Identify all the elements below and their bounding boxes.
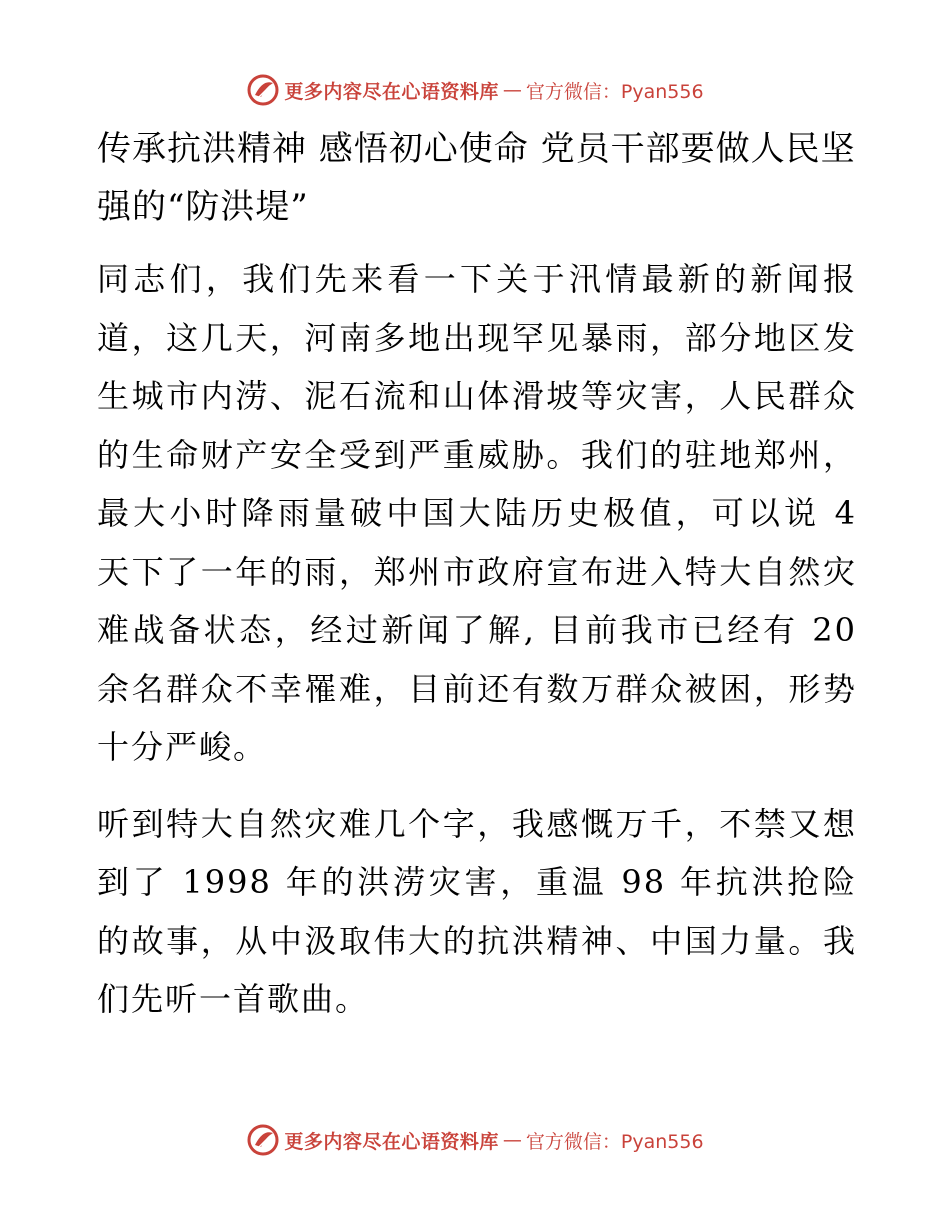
document-title: 传承抗洪精神 感悟初心使命 党员干部要做人民坚强的“防洪堤” [97, 129, 856, 227]
brand-logo-icon [246, 73, 280, 107]
header-banner [0, 72, 950, 108]
banner-dash: — [502, 79, 522, 101]
paragraph: 听到特大自然灾难几个字，我感慨万千，不禁又想到了 1998 年的洪涝灾害，重温 98 年抗洪抢险的故事，从中汲取伟大的抗洪精神、中国力量。我们先听一首歌曲。 [97, 804, 857, 1018]
wechat-contact: 官方微信：Pyan556 [525, 80, 704, 103]
banner-text: 更多内容尽在心语资料库 [284, 80, 499, 103]
banner-dash: — [502, 1129, 522, 1151]
paragraph: 同志们，我们先来看一下关于汛情最新的新闻报道，这几天，河南多地出现罕见暴雨，部分地区发生城市内涝、泥石流和山体滑坡等灾害，人民群众的生命财产安全受到严重威胁。我们的驻地郑州，最大小时降雨量破中国大陆历史极值，可以说 4 天下了一年的雨，郑州市政府宣布进入特大自然灾难战备状态，经过新闻了解, 目前我市已经有 20 余名群众不幸罹难，目前还有数万群众被困，形势十分严峻。 [97, 260, 857, 766]
brand-logo-icon [246, 1123, 280, 1157]
document-body [97, 120, 857, 1029]
banner-text: 更多内容尽在心语资料库 [284, 1130, 499, 1153]
footer-banner [0, 1122, 950, 1158]
wechat-contact: 官方微信：Pyan556 [525, 1130, 704, 1153]
